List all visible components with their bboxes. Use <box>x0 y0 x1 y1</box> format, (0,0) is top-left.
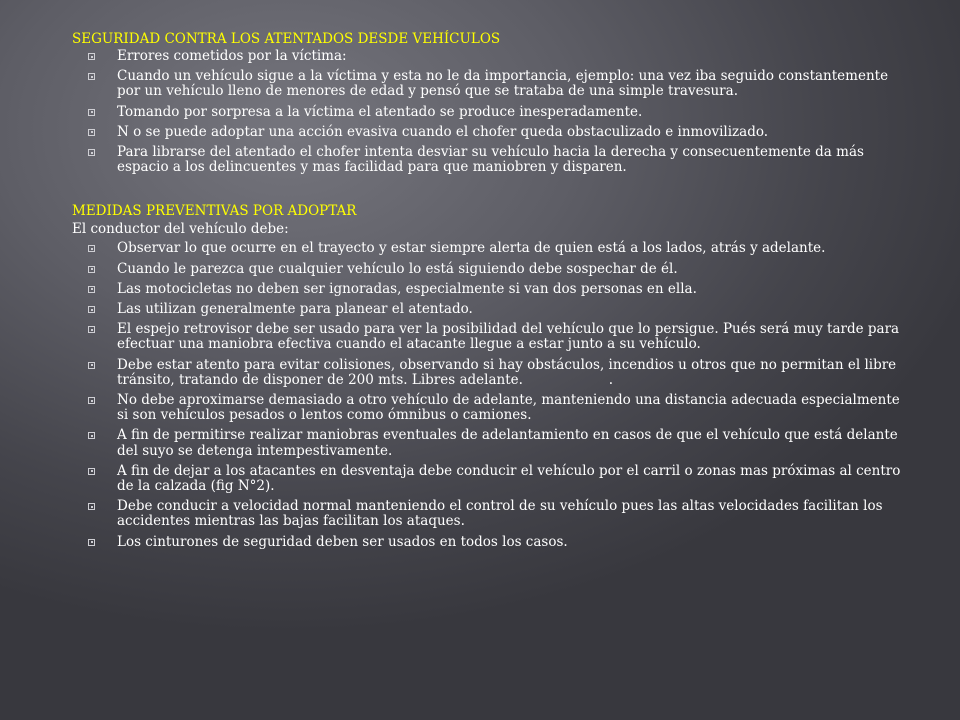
list-item-text: El espejo retrovisor debe ser usado para ver la posibilidad del vehículo que lo persigue. Pués será muy tarde para efectuar una maniobra efectiva cuando el atacante llegue a estar junto a su vehículo. <box>117 321 900 353</box>
list-item-text: Errores cometidos por la víctima: <box>117 48 347 64</box>
list-item <box>72 358 902 388</box>
list-item-text: Las utilizan generalmente para planear el atentado. <box>117 301 473 318</box>
list-item-text: A fin de dejar a los atacantes en desventaja debe conducir el vehículo por el carril o zonas mas próximas al centro de la calzada (fig N°2). <box>117 462 901 495</box>
list-item-text: Debe estar atento para evitar colisiones, observando si hay obstáculos, incendios u otros que no permitan el libre tránsito, tratando de disponer de 200 mts. Libres adelante. . <box>117 356 901 388</box>
slide-content <box>72 31 902 555</box>
list-item <box>72 499 902 529</box>
square-bullet-icon <box>88 53 95 60</box>
square-bullet-icon <box>88 306 95 313</box>
square-bullet-icon <box>88 109 95 116</box>
square-bullet-icon <box>88 266 95 273</box>
list-item-text: A fin de permitirse realizar maniobras eventuales de adelantamiento en casos de que el vehículo que está delante del suyo se detenga intempestivamente. <box>117 427 898 459</box>
section-preventive-measures <box>72 203 902 549</box>
square-bullet-icon <box>88 432 95 439</box>
list-item-text: Observar lo que ocurre en el trayecto y estar siempre alerta de quien está a los lados, atrás y adelante. <box>117 240 826 257</box>
section-attacks <box>72 31 902 175</box>
square-bullet-icon <box>88 468 95 475</box>
list-item-text: Cuando le parezca que cualquier vehículo lo está siguiendo debe sospechar de él. <box>117 260 678 277</box>
list-item <box>72 393 902 423</box>
list-item <box>72 49 902 64</box>
list-item-text: Para librarse del atentado el chofer intenta desviar su vehículo hacia la derecha y consecuentemente da más espacio a los delincuentes y mas facilidad para que maniobren y disparen. <box>117 144 864 176</box>
list-item <box>72 145 902 175</box>
list-item <box>72 535 902 550</box>
list-item <box>72 125 902 140</box>
section-heading-preventive: MEDIDAS PREVENTIVAS POR ADOPTAR <box>72 203 357 220</box>
bullet-list-attacks <box>72 49 902 175</box>
square-bullet-icon <box>88 149 95 156</box>
list-item-text: Los cinturones de seguridad deben ser usados en todos los casos. <box>117 533 568 550</box>
list-item-text: N o se puede adoptar una acción evasiva cuando el chofer queda obstaculizado e inmovilizado. <box>117 123 769 140</box>
square-bullet-icon <box>88 503 95 510</box>
square-bullet-icon <box>88 245 95 252</box>
square-bullet-icon <box>88 326 95 333</box>
list-item <box>72 105 902 120</box>
list-item <box>72 282 902 297</box>
list-item-text: No debe aproximarse demasiado a otro vehículo de adelante, manteniendo una distancia adecuada especialmente si son vehículos pesados o lentos como ómnibus o camiones. <box>117 392 900 424</box>
square-bullet-icon <box>88 73 95 80</box>
section-intro-text: El conductor del vehículo debe: <box>72 221 289 238</box>
list-item <box>72 241 902 256</box>
square-bullet-icon <box>88 362 95 369</box>
square-bullet-icon <box>88 397 95 404</box>
list-item-text: Debe conducir a velocidad normal manteniendo el control de su vehículo pues las altas velocidades facilitan los accidentes mientras las bajas facilitan los ataques. <box>117 498 883 530</box>
list-item-text: Cuando un vehículo sigue a la víctima y esta no le da importancia, ejemplo: una vez iba seguido constantemente por un vehículo lleno de menores de edad y pensó que se trataba de una simple travesura. <box>117 68 889 100</box>
square-bullet-icon <box>88 286 95 293</box>
list-item-text: Tomando por sorpresa a la víctima el atentado se produce inesperadamente. <box>117 103 643 120</box>
square-bullet-icon <box>88 129 95 136</box>
square-bullet-icon <box>88 539 95 546</box>
list-item <box>72 428 902 458</box>
list-item <box>72 322 902 352</box>
section-heading-attacks: SEGURIDAD CONTRA LOS ATENTADOS DESDE VEHÍCULOS <box>72 31 501 47</box>
list-item <box>72 262 902 277</box>
list-item <box>72 69 902 99</box>
list-item <box>72 302 902 317</box>
list-item-text: Las motocicletas no deben ser ignoradas, especialmente si van dos personas en ella. <box>117 280 697 297</box>
bullet-list-preventive <box>72 241 902 549</box>
list-item <box>72 464 902 494</box>
